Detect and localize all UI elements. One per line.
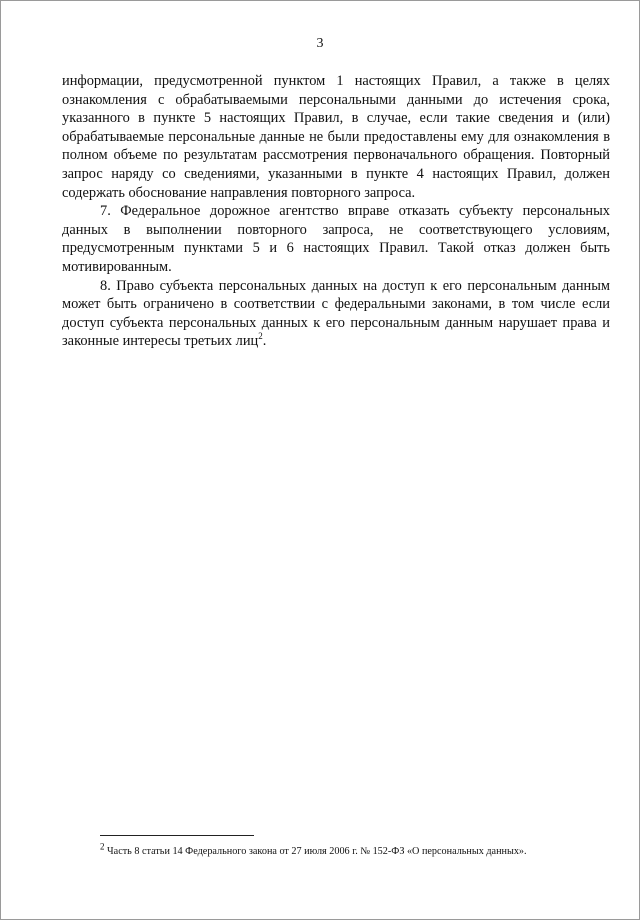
paragraph-7: 7. Федеральное дорожное агентство вправе отказать субъекту персональных данных в выполнении повторного запроса, не соответствующего условиям, предусмотренным пунктами 5 и 6 настоящих Правил. Такой отказ должен быть мотивированным. <box>62 203 610 275</box>
page-number: 3 <box>316 36 324 51</box>
paragraph-8-period: . <box>262 333 267 350</box>
footnote-text: Часть 8 статьи 14 Федерального закона от 27 июля 2006 г. № 152-ФЗ «О персональных данных». <box>104 846 527 857</box>
footnote-marker: 2 <box>100 841 105 852</box>
paragraph-continuation: информации, предусмотренной пунктом 1 настоящих Правил, а также в целях ознакомления с обрабатываемыми персональными данными до истечения срока, указанного в пункте 5 настоящих Правил, в случае, если такие сведения и (или) обрабатываемые персональные данные не были предоставлены ему для ознакомления в полном объеме по результатам рассмотрения первоначального обращения. Повторный запрос наряду со сведениями, указанными в пункте 4 настоящих Правил, должен содержать обоснование направления повторного запроса. <box>62 73 610 201</box>
footnote <box>100 841 610 858</box>
document-body <box>62 72 610 351</box>
paragraph-8 <box>62 277 610 351</box>
paragraph-8-text: 8. Право субъекта персональных данных на доступ к его персональным данным может быть ограничено в соответствии с федеральными законами, в том числе если доступ субъекта персональных данных к его персональным данным нарушает права и законные интересы третьих лиц <box>62 277 610 350</box>
footnote-reference: 2 <box>258 331 263 342</box>
footnote-divider <box>100 835 254 836</box>
